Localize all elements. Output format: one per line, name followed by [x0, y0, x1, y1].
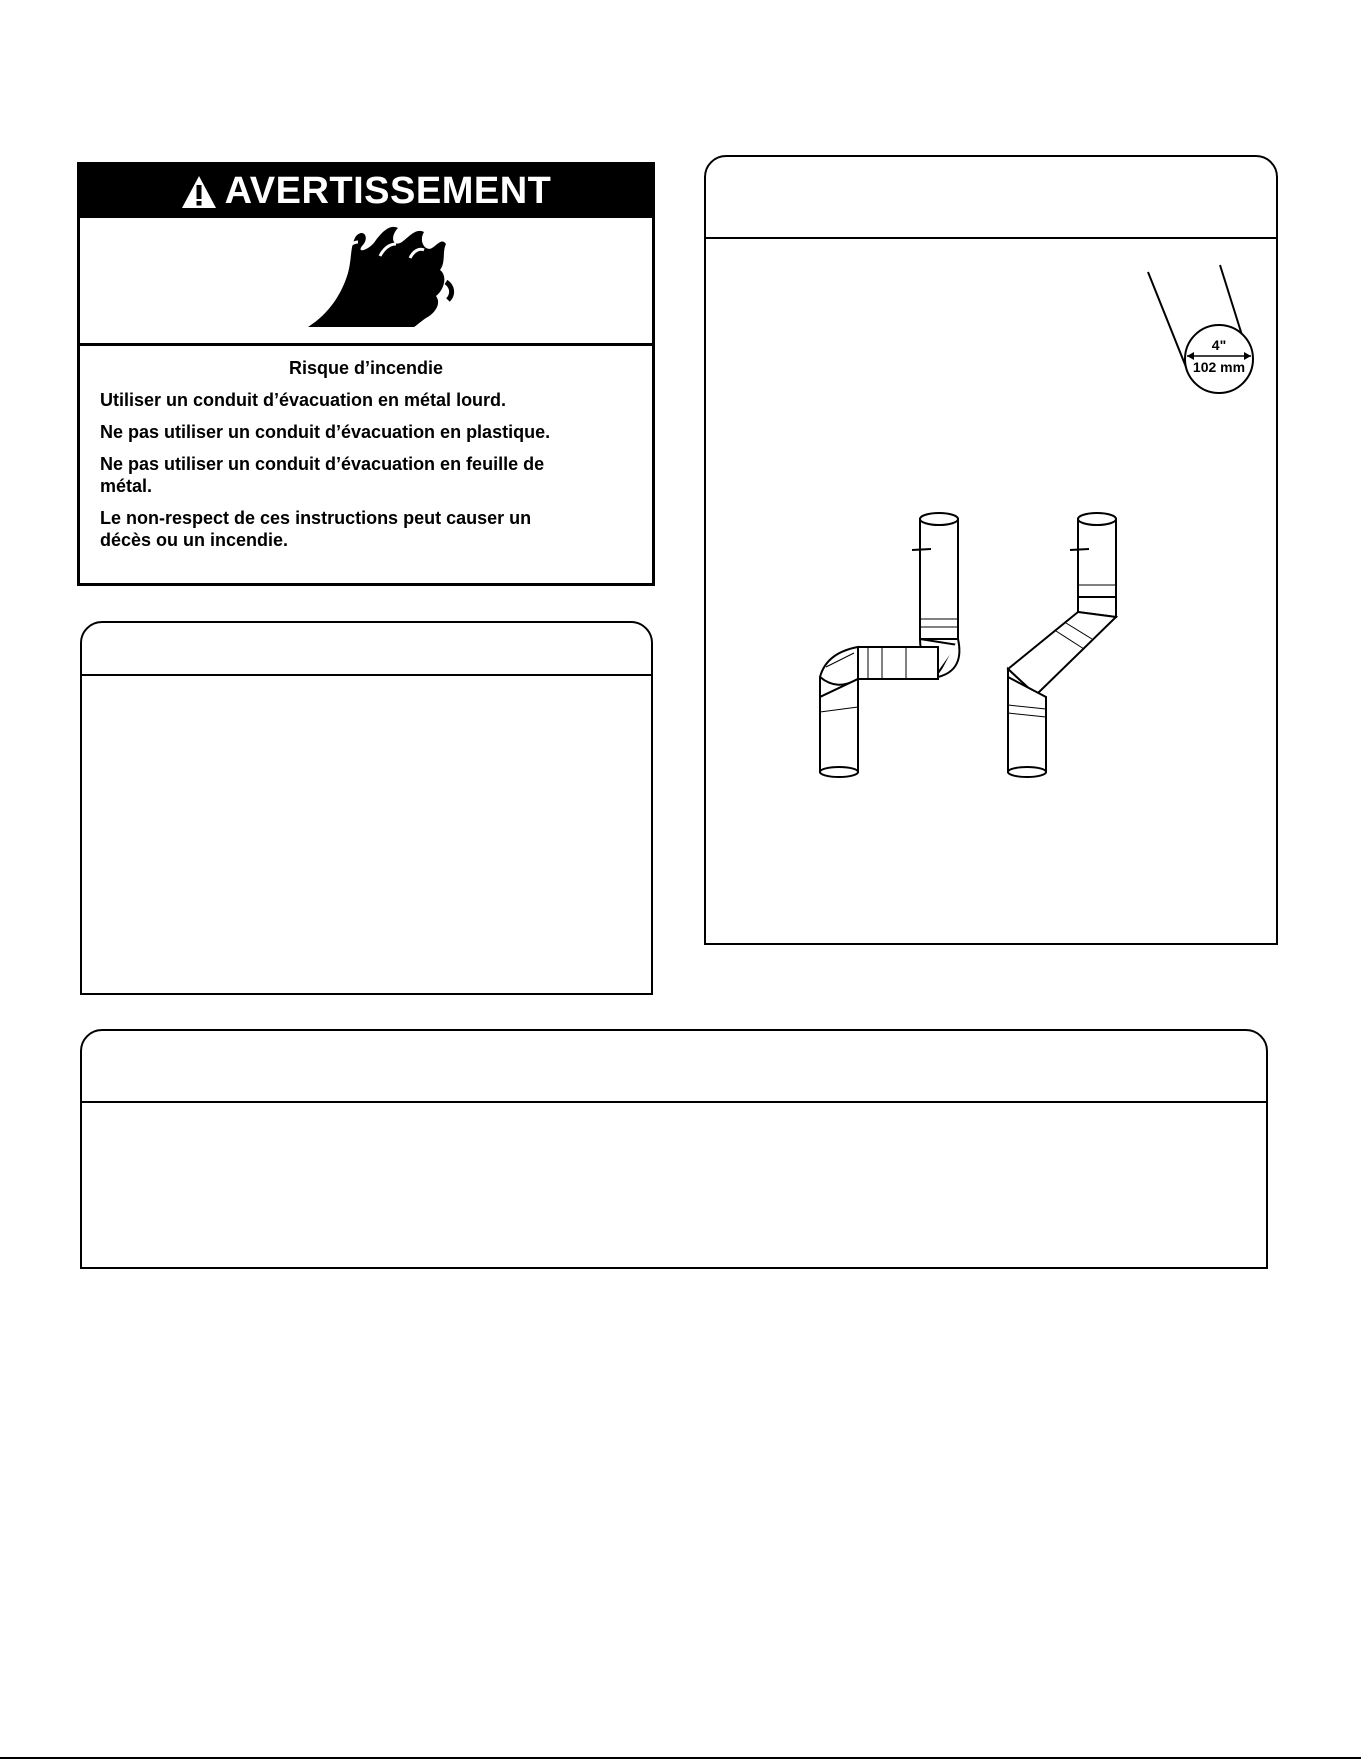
duct-diagram — [706, 157, 1276, 943]
warning-box — [77, 162, 655, 586]
diameter-mm-label: 102 mm — [1192, 359, 1246, 375]
warning-line: Le non-respect de ces instructions peut causer un décès ou un incendie. — [100, 508, 532, 550]
warning-body — [80, 346, 652, 583]
duct-with-elbows — [820, 513, 959, 777]
fire-icon — [80, 218, 652, 343]
page-bottom-rule — [0, 1757, 1361, 1759]
info-box-bottom-header — [82, 1031, 1266, 1103]
warning-triangle-icon — [181, 175, 217, 209]
warning-line: Ne pas utiliser un conduit d’évacuation en plastique. — [100, 422, 551, 442]
warning-subtitle: Risque d’incendie — [288, 358, 444, 378]
info-box-left — [80, 621, 653, 995]
warning-title: AVERTISSEMENT — [224, 170, 552, 212]
warning-line: Utiliser un conduit d’évacuation en métal lourd. — [100, 390, 507, 410]
fire-symbol-area — [80, 218, 652, 346]
info-box-bottom — [80, 1029, 1268, 1269]
duct-with-offset — [1008, 513, 1116, 777]
warning-line: Ne pas utiliser un conduit d’évacuation en feuille de métal. — [100, 454, 545, 496]
info-box-left-header — [82, 623, 651, 676]
duct-diagram-box — [704, 155, 1278, 945]
warning-header — [80, 165, 652, 218]
duct-diameter-callout — [1148, 265, 1253, 393]
diameter-inch-label: 4" — [1211, 337, 1227, 353]
